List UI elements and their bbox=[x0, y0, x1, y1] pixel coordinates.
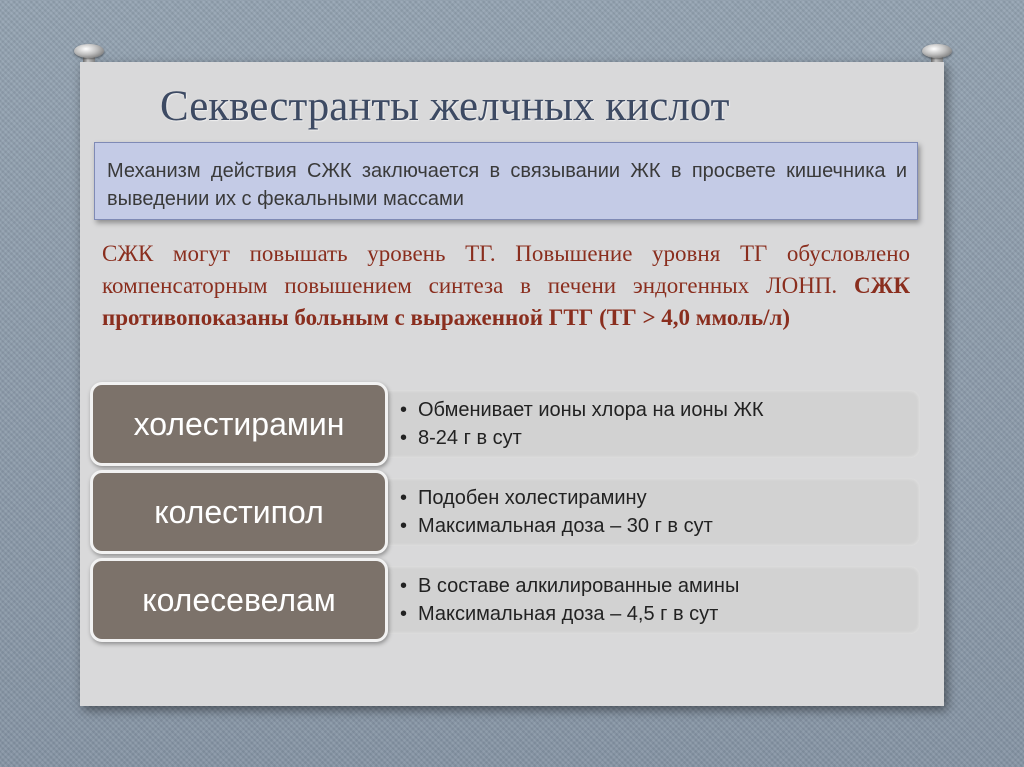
drug-row-colestipol bbox=[90, 470, 920, 554]
drug-point: • Подобен холестирамину bbox=[400, 484, 713, 512]
drug-point: • В составе алкилированные амины bbox=[400, 572, 739, 600]
drug-point: • 8-24 г в сут bbox=[400, 424, 764, 452]
warning-bold: СЖК противопоказаны больным с выраженной ГТГ (ТГ > 4,0 ммоль/л) bbox=[102, 273, 910, 330]
drug-point: • Обменивает ионы хлора на ионы ЖК bbox=[400, 396, 764, 424]
mechanism-box: Механизм действия СЖК заключается в связывании ЖК в просвете кишечника и выведении их с фекальными массами bbox=[94, 142, 918, 220]
drug-point: • Максимальная доза – 4,5 г в сут bbox=[400, 600, 739, 628]
slide bbox=[80, 62, 944, 706]
drug-name: холестирамин bbox=[90, 382, 388, 466]
drug-row-colesevelam bbox=[90, 558, 920, 642]
drug-info bbox=[376, 390, 920, 458]
drug-name: колестипол bbox=[90, 470, 388, 554]
slide-title: Секвестранты желчных кислот bbox=[160, 83, 730, 130]
drug-info bbox=[376, 566, 920, 634]
warning-plain: СЖК могут повышать уровень ТГ. Повышение уровня ТГ обусловлено компенсаторным повышением синтеза в печени эндогенных ЛОНП. bbox=[102, 241, 910, 298]
warning-text bbox=[102, 238, 910, 334]
drug-info bbox=[376, 478, 920, 546]
drug-row-cholestyramine bbox=[90, 382, 920, 466]
drug-point: • Максимальная доза – 30 г в сут bbox=[400, 512, 713, 540]
drug-name: колесевелам bbox=[90, 558, 388, 642]
